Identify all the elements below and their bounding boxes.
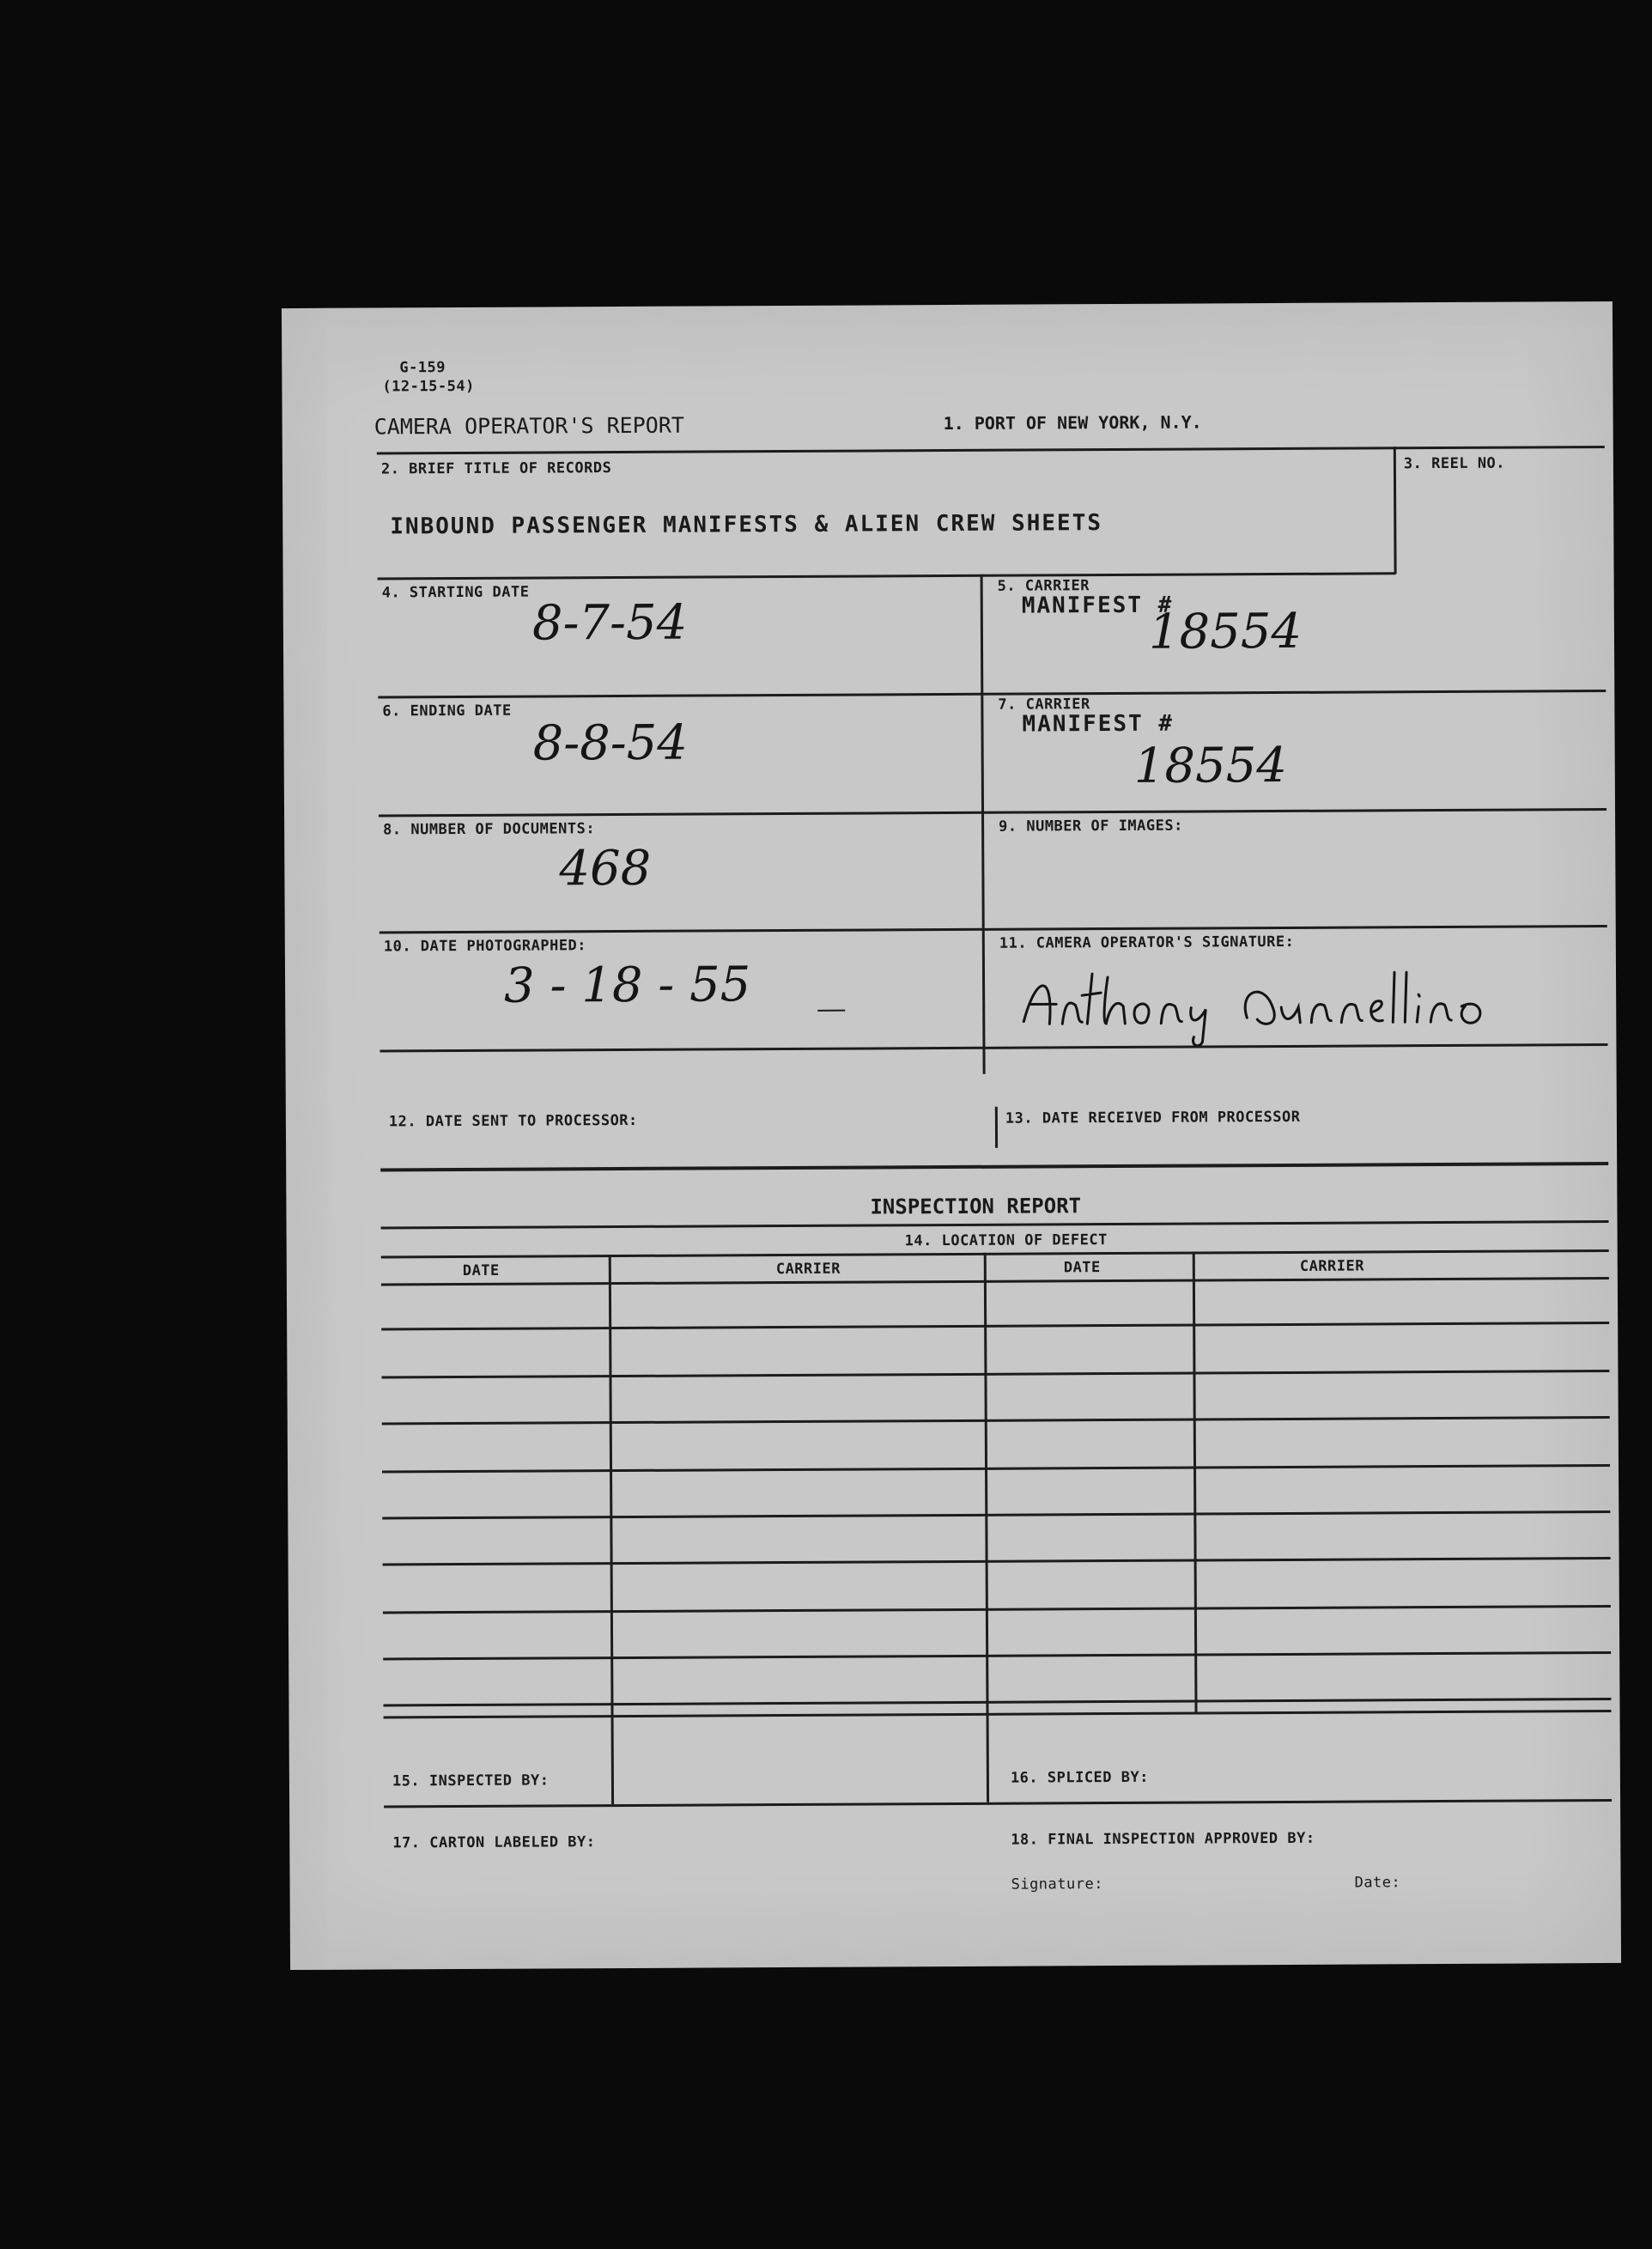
table-row bbox=[382, 1510, 1610, 1519]
spliced-by-label: 16. SPLICED BY: bbox=[1010, 1768, 1149, 1787]
date-photographed-label: 10. DATE PHOTOGRAPHED: bbox=[383, 937, 587, 956]
table-col-divider bbox=[984, 1253, 989, 1802]
form-revision: (12-15-54) bbox=[382, 377, 475, 396]
form-number: G-159 bbox=[399, 359, 446, 377]
divider bbox=[995, 1107, 998, 1148]
carrier-end-value: 18554 bbox=[1133, 737, 1288, 794]
table-row bbox=[383, 1698, 1611, 1706]
operator-signature bbox=[1015, 955, 1497, 1052]
final-inspection-label: 18. FINAL INSPECTION APPROVED BY: bbox=[1011, 1829, 1315, 1849]
date-received-label: 13. DATE RECEIVED FROM PROCESSOR bbox=[1005, 1108, 1301, 1128]
col-date-1: DATE bbox=[462, 1261, 500, 1279]
col-carrier-2: CARRIER bbox=[1299, 1257, 1365, 1275]
carrier-start-manifest: MANIFEST # bbox=[1021, 592, 1174, 619]
carton-label: 17. CARTON LABELED BY: bbox=[392, 1833, 596, 1852]
col-date-2: DATE bbox=[1063, 1259, 1101, 1277]
table-row bbox=[381, 1277, 1609, 1286]
ending-date-value: 8-8-54 bbox=[532, 714, 689, 772]
num-images-label: 9. NUMBER OF IMAGES: bbox=[999, 817, 1183, 836]
brief-title-label: 2. BRIEF TITLE OF RECORDS bbox=[380, 459, 612, 478]
rule bbox=[380, 925, 1607, 933]
rule bbox=[377, 446, 1605, 454]
brief-title-value: INBOUND PASSENGER MANIFESTS & ALIEN CREW SHEETS bbox=[390, 510, 1103, 540]
signature-line-label: Signature: bbox=[1011, 1875, 1103, 1893]
date-sent-label: 12. DATE SENT TO PROCESSOR: bbox=[388, 1111, 638, 1131]
form-page bbox=[282, 301, 1621, 1970]
table-row bbox=[382, 1464, 1610, 1473]
carrier-start-label: 5. CARRIER bbox=[997, 577, 1090, 595]
table-row bbox=[383, 1605, 1611, 1614]
starting-date-label: 4. STARTING DATE bbox=[381, 583, 530, 602]
dash-mark bbox=[817, 1010, 845, 1012]
table-row bbox=[382, 1416, 1610, 1425]
rule bbox=[378, 690, 1606, 698]
carrier-end-label: 7. CARRIER bbox=[998, 696, 1090, 714]
table-col-divider bbox=[1193, 1252, 1198, 1714]
rule bbox=[378, 572, 1396, 580]
signature-strokes bbox=[1023, 972, 1480, 1047]
form-title: CAMERA OPERATOR'S REPORT bbox=[374, 412, 684, 440]
inspected-by-label: 15. INSPECTED BY: bbox=[392, 1772, 550, 1790]
date-line-label: Date: bbox=[1354, 1874, 1401, 1892]
rule bbox=[380, 1162, 1608, 1171]
table-row bbox=[384, 1710, 1612, 1718]
carrier-end-manifest: MANIFEST # bbox=[1022, 710, 1175, 738]
location-label: 14. LOCATION OF DEFECT bbox=[904, 1231, 1108, 1250]
num-documents-value: 468 bbox=[559, 840, 652, 897]
starting-date-value: 8-7-54 bbox=[531, 594, 688, 652]
inspection-title: INSPECTION REPORT bbox=[870, 1194, 1082, 1219]
carrier-start-value: 18554 bbox=[1148, 603, 1303, 660]
table-col-divider bbox=[609, 1255, 614, 1804]
port-label: 1. PORT OF NEW YORK, N.Y. bbox=[943, 411, 1202, 435]
table-row bbox=[383, 1557, 1611, 1565]
reel-label: 3. REEL NO. bbox=[1403, 454, 1506, 473]
date-photographed-value: 3 - 18 - 55 bbox=[503, 957, 751, 1014]
rule bbox=[381, 1249, 1609, 1258]
rule bbox=[381, 1220, 1609, 1229]
center-divider bbox=[981, 574, 986, 1074]
num-documents-label: 8. NUMBER OF DOCUMENTS: bbox=[383, 820, 596, 839]
table-row bbox=[383, 1651, 1611, 1660]
col-carrier-1: CARRIER bbox=[775, 1260, 841, 1279]
ending-date-label: 6. ENDING DATE bbox=[382, 702, 512, 720]
rule bbox=[384, 1799, 1612, 1808]
divider bbox=[1394, 447, 1397, 574]
table-row bbox=[381, 1370, 1609, 1378]
signature-label: 11. CAMERA OPERATOR'S SIGNATURE: bbox=[999, 933, 1295, 952]
rule bbox=[379, 808, 1606, 817]
table-row bbox=[381, 1322, 1609, 1330]
